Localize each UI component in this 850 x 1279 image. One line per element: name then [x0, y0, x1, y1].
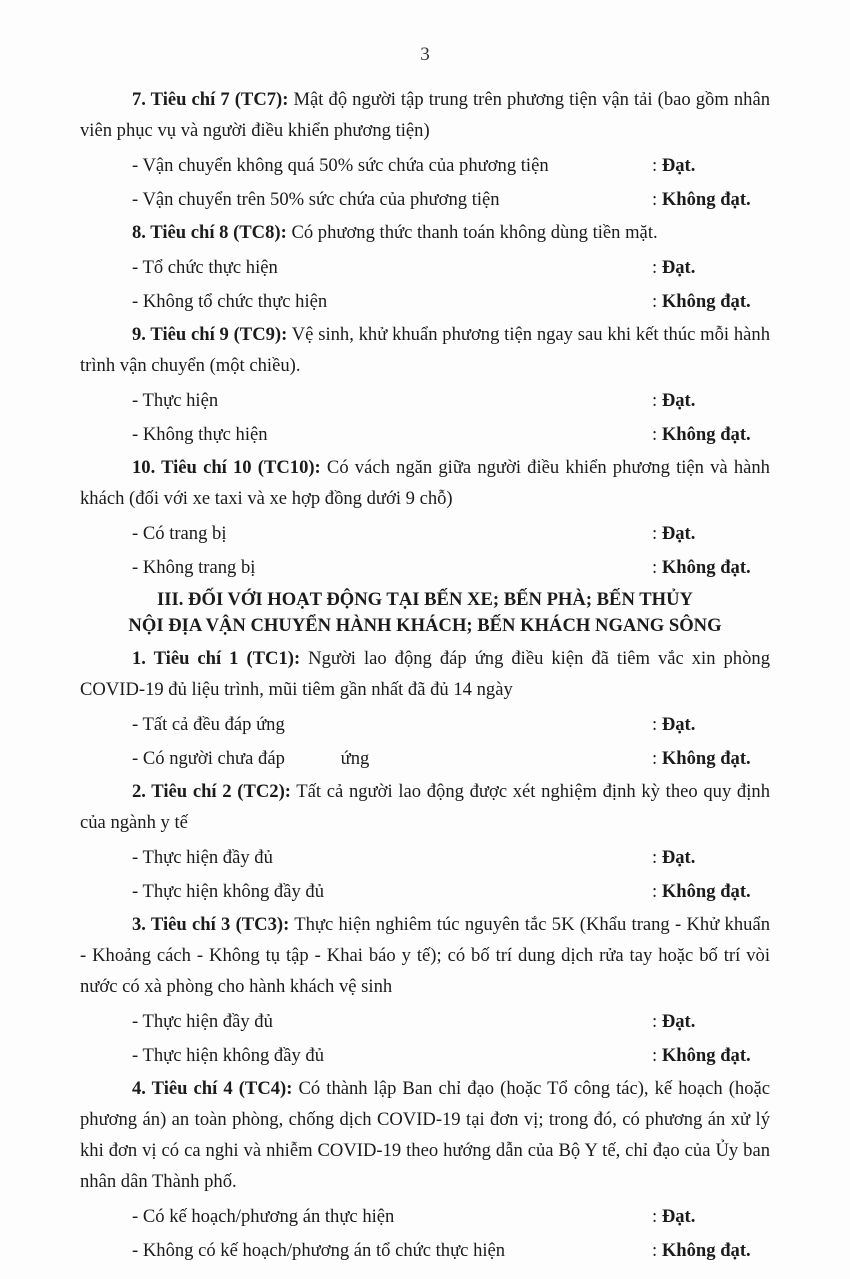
option-result: : Đạt.	[652, 714, 696, 735]
criterion-paragraph	[80, 319, 770, 381]
option-result: : Đạt.	[652, 390, 696, 411]
option-result: : Không đạt.	[652, 881, 751, 902]
criterion-heading: 4. Tiêu chí 4 (TC4):	[132, 1078, 293, 1099]
document-body	[80, 84, 770, 1268]
evaluation-option	[80, 742, 770, 776]
evaluation-option	[80, 841, 770, 875]
criterion-paragraph	[80, 84, 770, 146]
criterion-heading: 1. Tiêu chí 1 (TC1):	[132, 648, 301, 669]
evaluation-option	[80, 1234, 770, 1268]
option-label: - Có người chưa đáp ứng	[132, 748, 370, 769]
criterion-heading: 7. Tiêu chí 7 (TC7):	[132, 89, 289, 110]
option-label: - Không tổ chức thực hiện	[132, 291, 328, 312]
criterion-text: Có vách ngăn giữa người điều khiển phương tiện và hành khách (đối với xe taxi và xe hợp đồng dưới 9 chỗ)	[80, 457, 770, 509]
option-label: - Vận chuyển trên 50% sức chứa của phương tiện	[132, 189, 500, 210]
option-result-value: Không đạt.	[661, 1240, 751, 1261]
option-result: : Không đạt.	[652, 557, 751, 578]
option-result: : Không đạt.	[652, 1240, 751, 1261]
evaluation-option	[80, 418, 770, 452]
evaluation-option	[80, 1005, 770, 1039]
evaluation-option	[80, 183, 770, 217]
evaluation-option	[80, 285, 770, 319]
option-label: - Vận chuyển không quá 50% sức chứa của phương tiện	[132, 155, 549, 176]
option-label: - Có trang bị	[132, 523, 227, 544]
option-result-value: Không đạt.	[661, 1045, 751, 1066]
criterion-paragraph	[80, 643, 770, 705]
criterion-text: Người lao động đáp ứng điều kiện đã tiêm vắc xin phòng COVID-19 đủ liệu trình, mũi tiêm gần nhất đã đủ 14 ngày	[80, 648, 770, 700]
option-result-value: Đạt.	[661, 714, 696, 735]
option-result-value: Không đạt.	[661, 881, 751, 902]
criterion-paragraph	[80, 1073, 770, 1197]
page-number: 3	[420, 44, 430, 65]
evaluation-option	[80, 517, 770, 551]
criterion-paragraph	[80, 776, 770, 838]
option-result-value: Không đạt.	[661, 291, 751, 312]
option-result: : Đạt.	[652, 1206, 696, 1227]
option-label: - Thực hiện đầy đủ	[132, 847, 273, 868]
criterion-text: Có thành lập Ban chỉ đạo (hoặc Tổ công tác), kế hoạch (hoặc phương án) an toàn phòng, chống dịch COVID-19 tại đơn vị; trong đó, có phương án xử lý khi đơn vị có ca nghi và nhiễm COVID-19 theo hướng dẫn của Bộ Y tế, chỉ đạo của Ủy ban nhân dân Thành phố.	[80, 1078, 770, 1192]
option-result: : Đạt.	[652, 1011, 696, 1032]
option-result-value: Đạt.	[661, 523, 696, 544]
option-label: - Không có kế hoạch/phương án tổ chức thực hiện	[132, 1240, 506, 1261]
option-result: : Không đạt.	[652, 291, 751, 312]
evaluation-option	[80, 1039, 770, 1073]
option-result-value: Đạt.	[661, 390, 696, 411]
evaluation-option	[80, 708, 770, 742]
option-label: - Không trang bị	[132, 557, 256, 578]
section-heading-line: III. ĐỐI VỚI HOẠT ĐỘNG TẠI BẾN XE; BẾN PHÀ; BẾN THỦY	[157, 589, 693, 610]
option-result-value: Đạt.	[661, 257, 696, 278]
option-result: : Đạt.	[652, 523, 696, 544]
option-label: - Tổ chức thực hiện	[132, 257, 278, 278]
option-label: - Tất cả đều đáp ứng	[132, 714, 285, 735]
evaluation-option	[80, 149, 770, 183]
criterion-heading: 10. Tiêu chí 10 (TC10):	[132, 457, 321, 478]
option-result-value: Đạt.	[661, 847, 696, 868]
option-label: - Thực hiện đầy đủ	[132, 1011, 273, 1032]
option-label: - Thực hiện không đầy đủ	[132, 881, 325, 902]
option-result: : Không đạt.	[652, 189, 751, 210]
option-result: : Đạt.	[652, 155, 696, 176]
option-result-value: Không đạt.	[661, 189, 751, 210]
criterion-text: Mật độ người tập trung trên phương tiện vận tải (bao gồm nhân viên phục vụ và người điều khiển phương tiện)	[80, 89, 770, 141]
criterion-text: Thực hiện nghiêm túc nguyên tắc 5K (Khẩu trang - Khử khuẩn - Khoảng cách - Không tụ tập - Khai báo y tế); có bố trí dung dịch rửa tay hoặc bố trí vòi nước có xà phòng cho hành khách vệ sinh	[80, 914, 770, 997]
option-label: - Không thực hiện	[132, 424, 268, 445]
evaluation-option	[80, 1200, 770, 1234]
section-heading-line: NỘI ĐỊA VẬN CHUYỂN HÀNH KHÁCH; BẾN KHÁCH NGANG SÔNG	[128, 615, 722, 636]
option-label: - Có kế hoạch/phương án thực hiện	[132, 1206, 395, 1227]
option-result-value: Đạt.	[661, 1206, 696, 1227]
option-result-value: Không đạt.	[661, 424, 751, 445]
criterion-paragraph	[80, 217, 770, 248]
option-result: : Đạt.	[652, 847, 696, 868]
criterion-heading: 2. Tiêu chí 2 (TC2):	[132, 781, 291, 802]
criterion-text: Vệ sinh, khử khuẩn phương tiện ngay sau khi kết thúc mỗi hành trình vận chuyển (một chiều).	[80, 324, 770, 376]
criterion-heading: 8. Tiêu chí 8 (TC8):	[132, 222, 287, 243]
section-heading	[80, 585, 770, 643]
evaluation-option	[80, 875, 770, 909]
criterion-heading: 3. Tiêu chí 3 (TC3):	[132, 914, 290, 935]
option-result-value: Không đạt.	[661, 557, 751, 578]
option-result-value: Không đạt.	[661, 748, 751, 769]
criterion-paragraph	[80, 909, 770, 1002]
evaluation-option	[80, 251, 770, 285]
option-result: : Không đạt.	[652, 424, 751, 445]
option-label: - Thực hiện không đầy đủ	[132, 1045, 325, 1066]
option-result-value: Đạt.	[661, 1011, 696, 1032]
option-result: : Không đạt.	[652, 1045, 751, 1066]
criterion-heading: 9. Tiêu chí 9 (TC9):	[132, 324, 288, 345]
option-result: : Không đạt.	[652, 748, 751, 769]
option-label: - Thực hiện	[132, 390, 219, 411]
evaluation-option	[80, 551, 770, 585]
criterion-text: Tất cả người lao động được xét nghiệm định kỳ theo quy định của ngành y tế	[80, 781, 770, 833]
criterion-text: Có phương thức thanh toán không dùng tiền mặt.	[286, 222, 658, 243]
option-result: : Đạt.	[652, 257, 696, 278]
evaluation-option	[80, 384, 770, 418]
option-result-value: Đạt.	[661, 155, 696, 176]
criterion-paragraph	[80, 452, 770, 514]
